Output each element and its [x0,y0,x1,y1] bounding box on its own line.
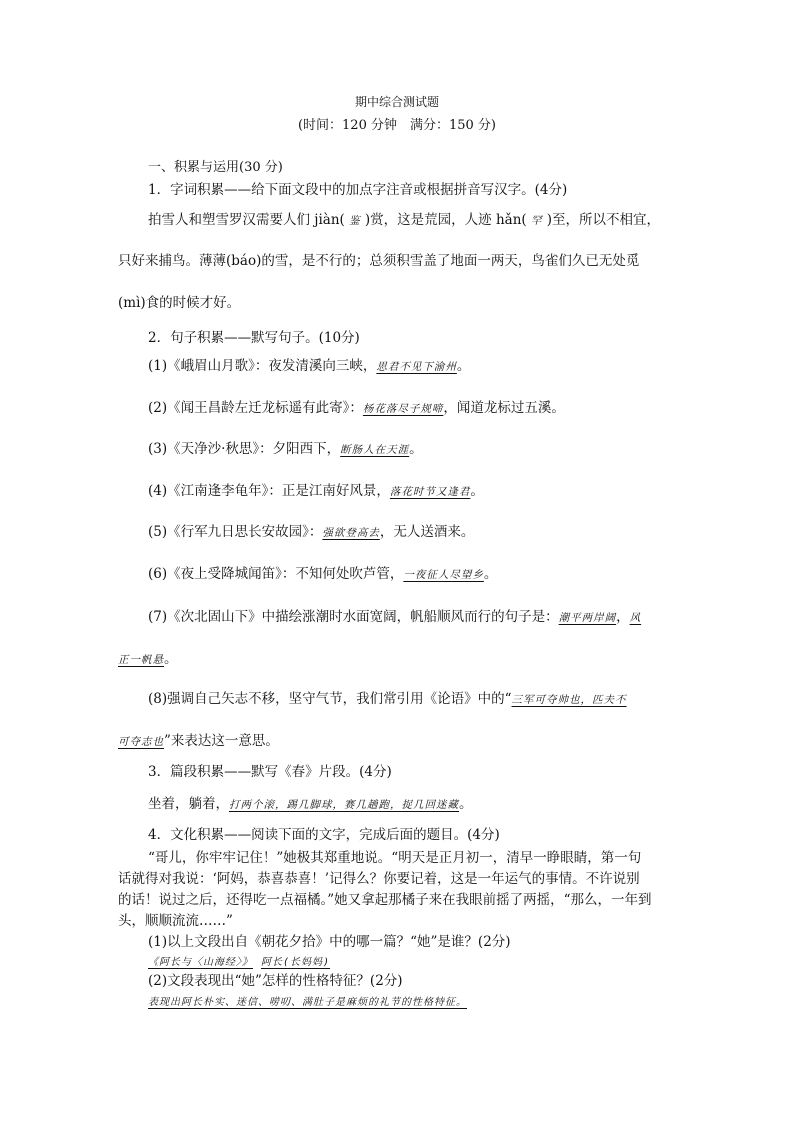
q4-passage-line-3: 的话！说过之后，还得吃一点福橘。”她又拿起那橘子来在我眼前摇了两摇，“那么，一年到 [118,892,652,908]
q3-line [148,795,473,814]
q2-item-2-text: (2)《闻王昌龄左迁龙标遥有此寄》： [148,400,363,416]
q2-item-1-text: (1)《峨眉山月歌》：夜发清溪向三峡， [148,358,377,374]
q2-item-7-text: (7)《次北固山下》中描绘涨潮时水面宽阔，帆船顺风而行的句子是： [148,609,559,625]
q3-text: 坐着，躺着， [148,796,229,812]
q2-item-8-post: ”来表达这一意思。 [164,733,279,749]
q1-text-b: )赏，这是荒园，人迹 hǎn( [364,212,527,228]
q2-item-7 [148,608,641,627]
q2-item-4 [148,482,484,501]
q3-answer: 打两个滚，踢几脚球，赛几趟跑，捉几回迷藏 [229,799,459,811]
q2-item-2-answer: 杨花落尽子规啼 [362,403,444,415]
q1-line1 [148,211,660,230]
q2-item-2-post: ，闻道龙标过五溪。 [443,400,565,416]
q2-item-6 [148,565,497,584]
q2-item-5-post: ，无人送酒来。 [379,524,475,540]
q2-item-7-answer-a: 潮平两岸阔 [558,612,617,624]
q1-prompt: 1．字词积累——给下面文段中的加点字注音或根据拼音写汉字。(4分) [148,182,568,198]
q2-item-7-post: 。 [164,651,178,667]
q2-item-3 [148,440,423,459]
q2-item-1-answer: 思君不见下渝州 [376,361,457,373]
q1-answer-2: 罕 [530,215,543,227]
q4-passage-line-2: 话就得对我说：‘阿妈，恭喜恭喜！’记得么？你要记着，这是一年运气的事情。不许说别 [118,871,640,887]
q4-sub2-prompt: (2)文段表现出“她”怎样的性格特征？(2分) [148,973,403,989]
q2-item-7-comma: ， [616,609,630,625]
q4-passage-line-1: “哥儿，你牢牢记住！”她极其郑重地说。“明天是正月初一，清早一睁眼睛，第一句 [148,850,642,866]
q2-item-6-post: 。 [483,566,498,582]
q4-sub1-answer-a: 《阿长与〈山海经〉》 [148,957,253,968]
q2-item-7-answer-b: 风 [629,612,642,624]
q2-item-3-text: (3)《天净沙·秋思》：夕阳西下， [148,441,341,457]
q2-item-4-answer: 落花时节又逢君 [389,486,471,498]
q2-item-1-post: 。 [456,358,471,374]
q4-sub1-prompt: (1)以上文段出自《朝花夕拾》中的哪一篇？“她”是谁？(2分) [148,934,511,950]
q2-item-5 [148,523,474,542]
q1-line3: (mì)食的时候才好。 [118,295,241,311]
q1-line2: 只好来捕鸟。薄薄(báo)的雪，是不行的；总须积雪盖了地面一两天，鸟雀们久已无处觅 [118,253,640,269]
q4-sub2-answer [148,992,467,1012]
q2-item-8-answer-b: 可夺志也 [118,736,164,748]
q4-sub1-answer [148,952,330,972]
q2-item-5-text: (5)《行军九日思长安故园》： [148,524,323,540]
q1-text-a: 拍雪人和塑雪罗汉需要人们 jiàn( [148,212,345,228]
q2-item-3-answer: 断肠人在天涯 [340,444,410,456]
q2-item-7-cont [118,650,178,669]
q2-item-6-text: (6)《夜上受降城闻笛》：不知何处吹芦管， [148,566,404,582]
q2-item-5-answer: 强欲登高去 [322,527,380,539]
q2-item-8-text: (8)强调自己矢志不移，坚守气节，我们常引用《论语》中的“ [148,691,512,707]
q2-item-1 [148,357,470,376]
section-heading: 一、积累与运用(30 分) [148,160,283,175]
q2-prompt: 2．句子积累——默写句子。(10分) [148,330,360,346]
q2-item-2 [148,399,565,418]
q4-passage-line-4: 头，顺顺流流……” [118,913,233,929]
q3-prompt: 3．篇段积累——默写《春》片段。(4分) [148,764,392,780]
q2-item-4-text: (4)《江南逢李龟年》：正是江南好风景， [148,483,390,499]
q2-item-6-answer: 一夜征人尽望乡 [403,569,484,581]
page-subtitle: (时间：120 分钟 满分：150 分) [297,118,497,133]
page-title: 期中综合测试题 [354,95,439,109]
q2-item-3-post: 。 [409,441,423,457]
q2-item-8 [148,690,627,709]
q2-item-7-answer-c: 正一帆悬 [118,654,164,666]
q2-item-8-cont [118,732,279,751]
q3-post: 。 [459,796,473,812]
q2-item-8-answer-a: 三军可夺帅也，匹夫不 [511,694,627,706]
q1-answer-1: 鉴 [349,215,361,227]
q4-sub1-answer-b: 阿长(长妈妈) [260,957,330,968]
q2-item-4-post: 。 [470,483,484,499]
q4-prompt: 4．文化积累——阅读下面的文字，完成后面的题目。(4分) [148,827,500,843]
q1-text-c: )至，所以不相宜， [546,212,661,228]
q4-sub2-answer-text: 表现出阿长朴实、迷信、唠叨、满肚子是麻烦的礼节的性格特征。 [148,997,467,1008]
